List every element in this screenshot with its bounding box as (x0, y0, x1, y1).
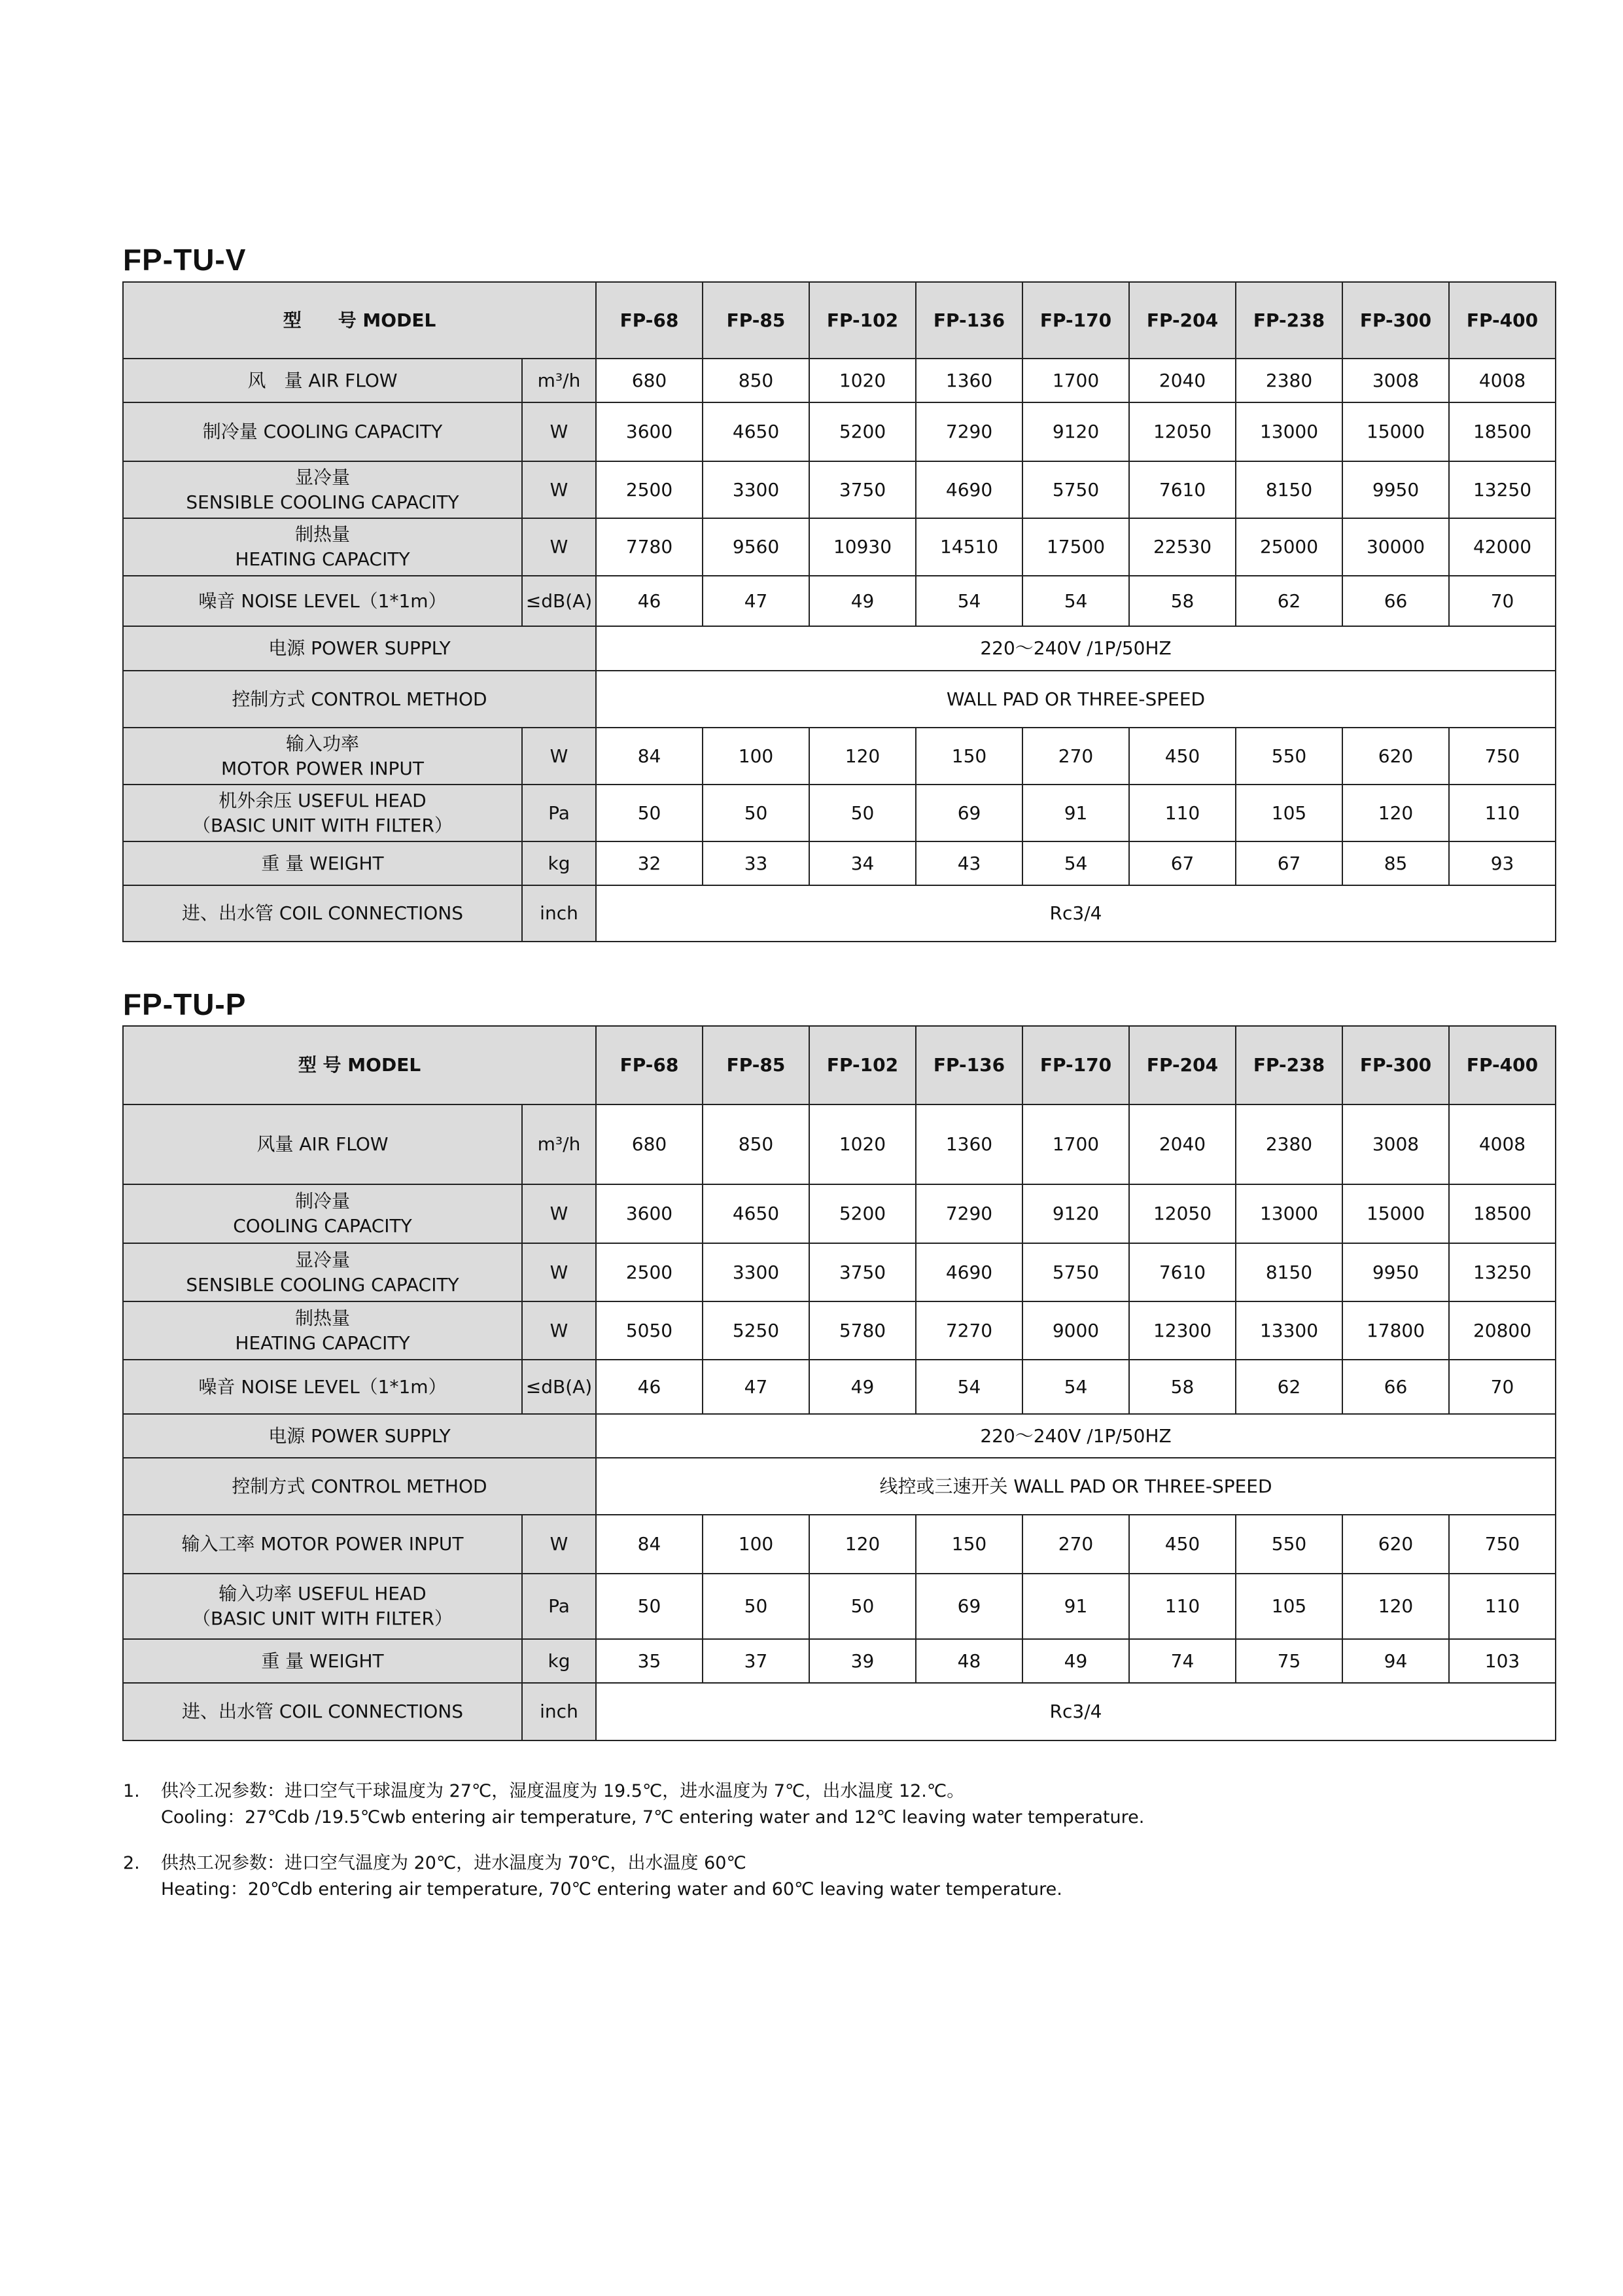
table-cell: 10930 (809, 518, 916, 576)
table-cell: 5250 (703, 1301, 809, 1360)
model-name: FP-85 (703, 1026, 809, 1104)
row-label (123, 1360, 522, 1414)
row-unit: kg (522, 841, 596, 885)
table-cell: 120 (1342, 1574, 1449, 1639)
table-cell: 17500 (1022, 518, 1129, 576)
row-unit: Pa (522, 1574, 596, 1639)
table-cell: 13300 (1236, 1301, 1342, 1360)
table-row (123, 576, 1556, 626)
table-cell: 85 (1342, 841, 1449, 885)
table-cell: 3008 (1342, 1104, 1449, 1184)
table-cell: 3750 (809, 461, 916, 518)
model-name: FP-102 (809, 1026, 916, 1104)
table-row (123, 1184, 1556, 1243)
table-row (123, 1301, 1556, 1360)
table-cell: 7780 (596, 518, 703, 576)
model-header-label: 型 号 MODEL (123, 1026, 596, 1104)
row-label-line: 噪音 NOISE LEVEL（1*1m） (198, 590, 447, 612)
table-cell: 4008 (1449, 1104, 1556, 1184)
table-row (123, 728, 1556, 785)
model-name: FP-170 (1022, 1026, 1129, 1104)
table-cell: 120 (809, 1515, 916, 1574)
model-name: FP-68 (596, 1026, 703, 1104)
table-cell: 4650 (703, 1184, 809, 1243)
table-cell: 54 (916, 576, 1022, 626)
row-label (123, 1104, 522, 1184)
table-cell: 270 (1022, 728, 1129, 785)
row-label (123, 402, 522, 461)
note-line: 供冷工况参数：进口空气干球温度为 27℃，湿度温度为 19.5℃，进水温度为 7℃，出水温度 12.℃。 (161, 1781, 965, 1801)
table-cell: 22530 (1129, 518, 1236, 576)
row-label (123, 1574, 522, 1639)
row-unit: m³/h (522, 1104, 596, 1184)
row-span-value: Rc3/4 (596, 1683, 1556, 1740)
model-name: FP-238 (1236, 282, 1342, 359)
table-cell: 110 (1449, 1574, 1556, 1639)
table-row (123, 626, 1556, 671)
table-cell: 30000 (1342, 518, 1449, 576)
row-unit: m³/h (522, 359, 596, 402)
row-label-line: 输入工率 MOTOR POWER INPUT (181, 1533, 464, 1555)
table-cell: 9120 (1022, 1184, 1129, 1243)
row-unit: ≤dB(A) (522, 1360, 596, 1414)
row-label-line: COOLING CAPACITY (233, 1215, 412, 1237)
table-cell: 50 (809, 785, 916, 841)
table-row (123, 1414, 1556, 1458)
row-label-line: 噪音 NOISE LEVEL（1*1m） (198, 1375, 447, 1398)
model-name: FP-68 (596, 282, 703, 359)
table-cell: 1020 (809, 1104, 916, 1184)
note-text (123, 1778, 1497, 1831)
table-cell: 550 (1236, 1515, 1342, 1574)
table-cell: 58 (1129, 1360, 1236, 1414)
table-cell: 50 (809, 1574, 916, 1639)
note-line: 供热工况参数：进口空气温度为 20℃，进水温度为 70℃，出水温度 60℃ (161, 1853, 746, 1873)
row-label (123, 671, 596, 728)
row-label-line: （BASIC UNIT WITH FILTER） (192, 814, 453, 836)
row-label (123, 1243, 522, 1301)
table-cell: 25000 (1236, 518, 1342, 576)
row-label-line: HEATING CAPACITY (235, 548, 410, 570)
model-name: FP-238 (1236, 1026, 1342, 1104)
table-cell: 4690 (916, 461, 1022, 518)
model-name: FP-85 (703, 282, 809, 359)
table-cell: 54 (1022, 841, 1129, 885)
row-label-line: 风量 AIR FLOW (256, 1133, 389, 1156)
table-cell: 91 (1022, 785, 1129, 841)
row-unit: ≤dB(A) (522, 576, 596, 626)
table-cell: 54 (1022, 1360, 1129, 1414)
table-cell: 9120 (1022, 402, 1129, 461)
table-cell: 84 (596, 728, 703, 785)
row-unit: W (522, 402, 596, 461)
model-name: FP-204 (1129, 1026, 1236, 1104)
row-label-line: 制热量 (294, 1307, 350, 1329)
table-cell: 34 (809, 841, 916, 885)
table-cell: 150 (916, 728, 1022, 785)
model-header-row (123, 1026, 1556, 1104)
row-unit: W (522, 1301, 596, 1360)
row-unit: W (522, 1515, 596, 1574)
row-span-value: 线控或三速开关 WALL PAD OR THREE-SPEED (596, 1458, 1556, 1515)
table-cell: 7270 (916, 1301, 1022, 1360)
table-row (123, 518, 1556, 576)
table-cell: 49 (1022, 1639, 1129, 1683)
table-cell: 13250 (1449, 1243, 1556, 1301)
model-header-row (123, 282, 1556, 359)
table-cell: 15000 (1342, 1184, 1449, 1243)
table-row (123, 461, 1556, 518)
row-label-line: 风 量 AIR FLOW (247, 369, 398, 391)
table-cell: 49 (809, 1360, 916, 1414)
table-row (123, 402, 1556, 461)
table-row (123, 1683, 1556, 1740)
table-cell: 15000 (1342, 402, 1449, 461)
table-cell: 3008 (1342, 359, 1449, 402)
row-label-line: （BASIC UNIT WITH FILTER） (192, 1608, 453, 1629)
table-cell: 69 (916, 785, 1022, 841)
table-cell: 110 (1449, 785, 1556, 841)
table-cell: 1020 (809, 359, 916, 402)
table-cell: 93 (1449, 841, 1556, 885)
row-span-value: WALL PAD OR THREE-SPEED (596, 671, 1556, 728)
table-cell: 1360 (916, 1104, 1022, 1184)
row-label-line: MOTOR POWER INPUT (220, 757, 425, 779)
note-line: Cooling：27℃db /19.5℃wb entering air temperature, 7℃ entering water and 12℃ leaving water temperature. (161, 1807, 1145, 1828)
table-cell: 2500 (596, 1243, 703, 1301)
table-cell: 9000 (1022, 1301, 1129, 1360)
row-unit: Pa (522, 785, 596, 841)
table-cell: 2380 (1236, 1104, 1342, 1184)
row-unit: W (522, 1243, 596, 1301)
note-item (123, 1778, 1497, 1831)
table-cell: 2040 (1129, 1104, 1236, 1184)
table-cell: 50 (703, 1574, 809, 1639)
row-label (123, 518, 522, 576)
row-label-line: 进、出水管 COIL CONNECTIONS (181, 1701, 464, 1723)
table-cell: 3600 (596, 402, 703, 461)
row-label (123, 1683, 522, 1740)
section-title-fp-tu-v: FP-TU-V (123, 243, 247, 277)
table-cell: 32 (596, 841, 703, 885)
row-label (123, 841, 522, 885)
table-cell: 39 (809, 1639, 916, 1683)
spec-table-fp-tu-v (122, 281, 1556, 942)
table-cell: 12050 (1129, 402, 1236, 461)
table-cell: 5200 (809, 1184, 916, 1243)
row-label-line: HEATING CAPACITY (235, 1332, 410, 1354)
table-cell: 3300 (703, 1243, 809, 1301)
row-unit: inch (522, 885, 596, 942)
row-label (123, 626, 596, 671)
row-unit: W (522, 1184, 596, 1243)
table-row (123, 785, 1556, 841)
table-cell: 58 (1129, 576, 1236, 626)
row-label-line: 输入功率 USEFUL HEAD (218, 1583, 427, 1605)
model-header-label: 型 号 MODEL (123, 282, 596, 359)
table-cell: 46 (596, 576, 703, 626)
table-cell: 47 (703, 1360, 809, 1414)
table-cell: 62 (1236, 1360, 1342, 1414)
row-unit: kg (522, 1639, 596, 1683)
table-cell: 550 (1236, 728, 1342, 785)
table-cell: 110 (1129, 785, 1236, 841)
table-cell: 18500 (1449, 402, 1556, 461)
row-label-line: SENSIBLE COOLING CAPACITY (186, 491, 459, 513)
section-title-fp-tu-p: FP-TU-P (123, 987, 247, 1021)
table-cell: 54 (1022, 576, 1129, 626)
row-label (123, 1458, 596, 1515)
table-cell: 47 (703, 576, 809, 626)
table-cell: 4008 (1449, 359, 1556, 402)
row-label-line: 制冷量 COOLING CAPACITY (202, 421, 443, 443)
table-cell: 46 (596, 1360, 703, 1414)
table-cell: 105 (1236, 785, 1342, 841)
table-cell: 67 (1236, 841, 1342, 885)
table-cell: 70 (1449, 576, 1556, 626)
table-cell: 66 (1342, 1360, 1449, 1414)
row-label-line: 机外余压 USEFUL HEAD (218, 789, 427, 811)
table-cell: 100 (703, 1515, 809, 1574)
model-name: FP-136 (916, 282, 1022, 359)
table-cell: 105 (1236, 1574, 1342, 1639)
table-cell: 42000 (1449, 518, 1556, 576)
table-cell: 13000 (1236, 402, 1342, 461)
table-cell: 50 (596, 1574, 703, 1639)
notes (123, 1778, 1497, 1922)
table-cell: 14510 (916, 518, 1022, 576)
table-cell: 7610 (1129, 1243, 1236, 1301)
row-label (123, 1414, 596, 1458)
table-cell: 850 (703, 1104, 809, 1184)
table-cell: 2500 (596, 461, 703, 518)
table-cell: 850 (703, 359, 809, 402)
table-cell: 110 (1129, 1574, 1236, 1639)
note-item (123, 1850, 1497, 1903)
row-label-line: 电源 POWER SUPPLY (268, 1424, 451, 1447)
table-cell: 450 (1129, 1515, 1236, 1574)
table-cell: 2380 (1236, 359, 1342, 402)
row-label (123, 1515, 522, 1574)
table-cell: 7290 (916, 1184, 1022, 1243)
spec-table-fp-tu-p (122, 1025, 1556, 1741)
row-label-line: 显冷量 (294, 466, 350, 488)
table-row (123, 1639, 1556, 1683)
row-label-line: 进、出水管 COIL CONNECTIONS (181, 902, 464, 925)
table-cell: 18500 (1449, 1184, 1556, 1243)
table-cell: 33 (703, 841, 809, 885)
table-cell: 120 (809, 728, 916, 785)
table-cell: 20800 (1449, 1301, 1556, 1360)
row-label (123, 461, 522, 518)
row-label-line: 控制方式 CONTROL METHOD (232, 688, 487, 710)
table-cell: 5200 (809, 402, 916, 461)
row-label (123, 359, 522, 402)
table-cell: 12050 (1129, 1184, 1236, 1243)
row-label-line: 电源 POWER SUPPLY (268, 637, 451, 660)
row-span-value: 220～240V /1P/50HZ (596, 626, 1556, 671)
table-cell: 680 (596, 359, 703, 402)
row-label-line: 重 量 WEIGHT (261, 1650, 384, 1672)
row-span-value: Rc3/4 (596, 885, 1556, 942)
row-label (123, 1639, 522, 1683)
row-label-line: 控制方式 CONTROL METHOD (232, 1475, 487, 1497)
table-cell: 680 (596, 1104, 703, 1184)
row-label (123, 1301, 522, 1360)
table-cell: 43 (916, 841, 1022, 885)
table-cell: 67 (1129, 841, 1236, 885)
table-cell: 48 (916, 1639, 1022, 1683)
table-cell: 150 (916, 1515, 1022, 1574)
table-cell: 13250 (1449, 461, 1556, 518)
table-cell: 620 (1342, 728, 1449, 785)
table-cell: 35 (596, 1639, 703, 1683)
table-cell: 7610 (1129, 461, 1236, 518)
table-cell: 620 (1342, 1515, 1449, 1574)
table-cell: 3300 (703, 461, 809, 518)
table-cell: 13000 (1236, 1184, 1342, 1243)
table-row (123, 841, 1556, 885)
row-label (123, 576, 522, 626)
table-row (123, 885, 1556, 942)
table-cell: 4690 (916, 1243, 1022, 1301)
model-name: FP-204 (1129, 282, 1236, 359)
table-cell: 1700 (1022, 359, 1129, 402)
table-cell: 50 (703, 785, 809, 841)
table-cell: 94 (1342, 1639, 1449, 1683)
model-name: FP-300 (1342, 282, 1449, 359)
table-row (123, 359, 1556, 402)
row-label-line: 输入功率 (285, 732, 359, 754)
row-label-line: 重 量 WEIGHT (261, 852, 384, 874)
table-cell: 17800 (1342, 1301, 1449, 1360)
table-cell: 3750 (809, 1243, 916, 1301)
table-cell: 66 (1342, 576, 1449, 626)
row-span-value: 220～240V /1P/50HZ (596, 1414, 1556, 1458)
row-label-line: 显冷量 (294, 1248, 350, 1271)
row-unit: W (522, 728, 596, 785)
note-line: Heating：20℃db entering air temperature, 70℃ entering water and 60℃ leaving water temperature. (161, 1879, 1062, 1899)
model-name: FP-400 (1449, 282, 1556, 359)
table-cell: 50 (596, 785, 703, 841)
table-cell: 750 (1449, 1515, 1556, 1574)
table-cell: 3600 (596, 1184, 703, 1243)
row-unit: inch (522, 1683, 596, 1740)
table-cell: 120 (1342, 785, 1449, 841)
row-label (123, 1184, 522, 1243)
table-cell: 1360 (916, 359, 1022, 402)
table-row (123, 1243, 1556, 1301)
table-cell: 70 (1449, 1360, 1556, 1414)
table-cell: 9950 (1342, 461, 1449, 518)
table-cell: 9950 (1342, 1243, 1449, 1301)
model-name: FP-136 (916, 1026, 1022, 1104)
table-cell: 100 (703, 728, 809, 785)
table-row (123, 1360, 1556, 1414)
table-cell: 8150 (1236, 1243, 1342, 1301)
table-cell: 74 (1129, 1639, 1236, 1683)
table-cell: 49 (809, 576, 916, 626)
table-cell: 75 (1236, 1639, 1342, 1683)
table-row (123, 1574, 1556, 1639)
table-cell: 2040 (1129, 359, 1236, 402)
table-cell: 12300 (1129, 1301, 1236, 1360)
table-row (123, 671, 1556, 728)
table-cell: 450 (1129, 728, 1236, 785)
model-name: FP-300 (1342, 1026, 1449, 1104)
row-label-line: 制冷量 (294, 1190, 350, 1212)
table-cell: 1700 (1022, 1104, 1129, 1184)
table-cell: 91 (1022, 1574, 1129, 1639)
table-cell: 750 (1449, 728, 1556, 785)
table-cell: 7290 (916, 402, 1022, 461)
model-name: FP-400 (1449, 1026, 1556, 1104)
row-unit: W (522, 461, 596, 518)
table-cell: 270 (1022, 1515, 1129, 1574)
model-name: FP-170 (1022, 282, 1129, 359)
table-cell: 5780 (809, 1301, 916, 1360)
row-label-line: SENSIBLE COOLING CAPACITY (186, 1273, 459, 1296)
note-number: 2. (123, 1853, 140, 1873)
row-label (123, 728, 522, 785)
row-label-line: 制热量 (294, 523, 350, 546)
table-cell: 9560 (703, 518, 809, 576)
row-unit: W (522, 518, 596, 576)
table-row (123, 1515, 1556, 1574)
row-label (123, 785, 522, 841)
table-cell: 62 (1236, 576, 1342, 626)
note-text (123, 1850, 1497, 1903)
table-cell: 37 (703, 1639, 809, 1683)
table-cell: 5750 (1022, 461, 1129, 518)
note-number: 1. (123, 1781, 140, 1801)
table-cell: 5050 (596, 1301, 703, 1360)
table-cell: 4650 (703, 402, 809, 461)
table-cell: 103 (1449, 1639, 1556, 1683)
table-cell: 84 (596, 1515, 703, 1574)
model-name: FP-102 (809, 282, 916, 359)
row-label (123, 885, 522, 942)
table-cell: 69 (916, 1574, 1022, 1639)
table-cell: 8150 (1236, 461, 1342, 518)
table-row (123, 1458, 1556, 1515)
table-row (123, 1104, 1556, 1184)
table-cell: 54 (916, 1360, 1022, 1414)
table-cell: 5750 (1022, 1243, 1129, 1301)
